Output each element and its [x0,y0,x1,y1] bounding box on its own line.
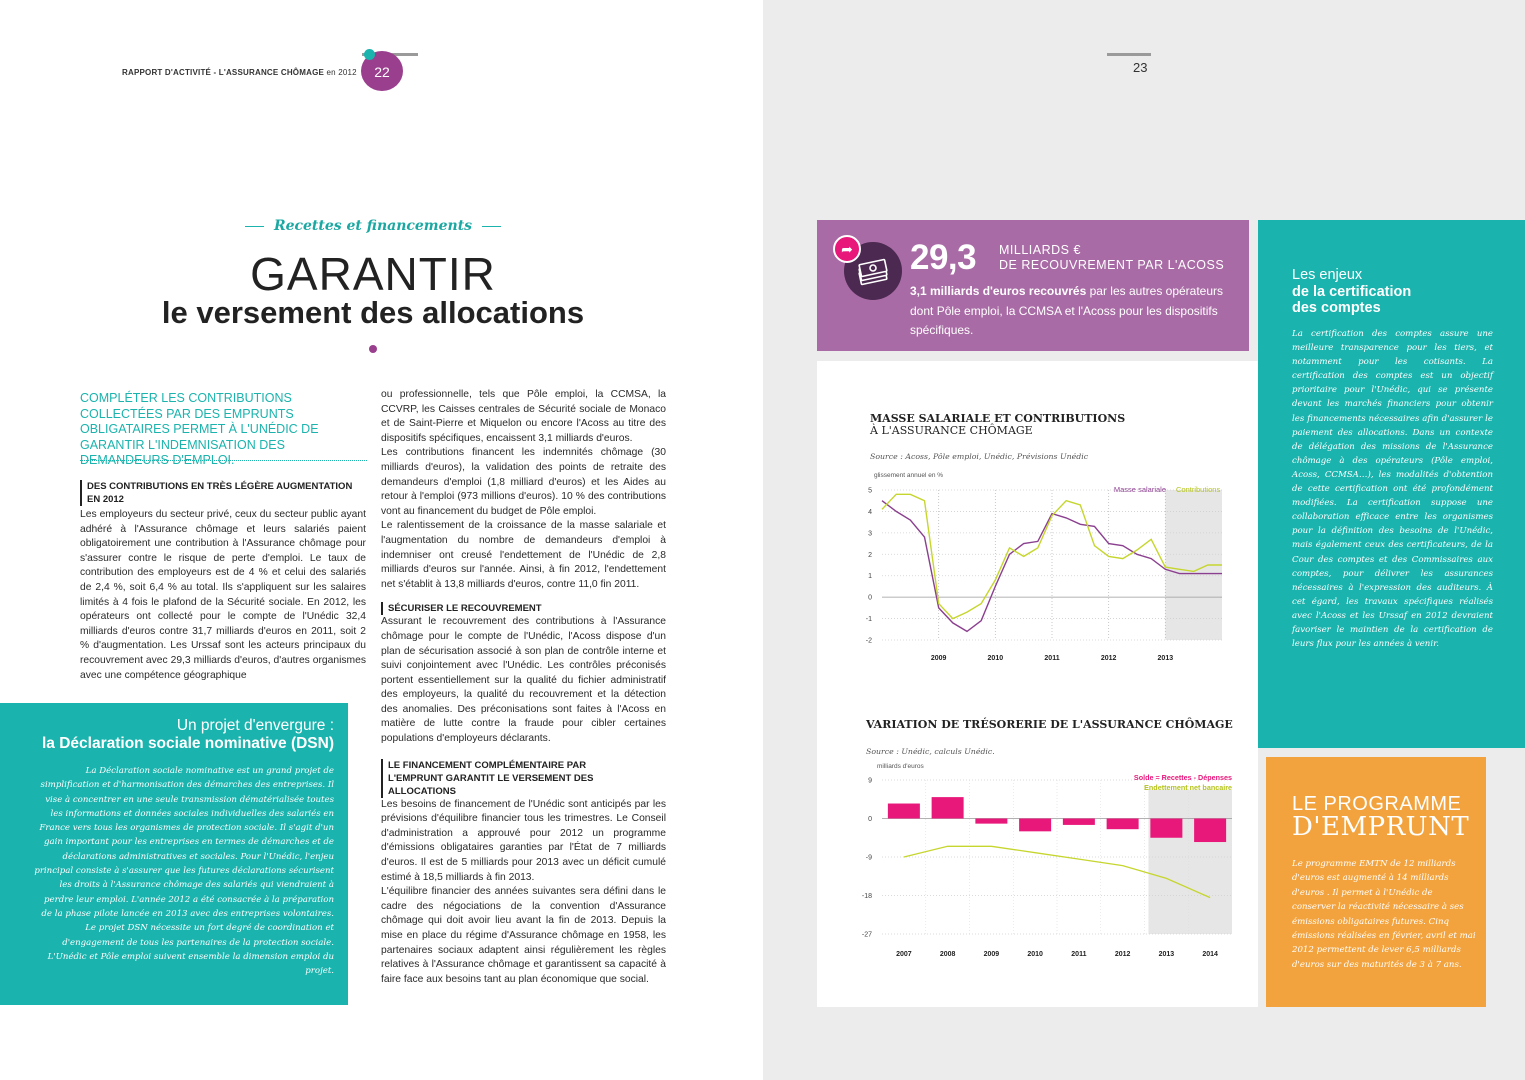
y-tick-label: 3 [868,530,872,538]
col2-p2: Les contributions financent les indemnités chômage (30 milliards d'euros), la validation des points de retraite des demandeurs d'emploi (1,8 milliard d'euros) et les Aides au retour à l'emploi (973 millions d'euros). 10 % des contributions vont au financement du budget de Pôle emploi. [381,447,666,517]
bar-2008 [932,797,964,818]
share-arrow-icon: ➦ [833,235,861,263]
bar-2012 [1107,819,1139,830]
y-tick-label: 2 [868,551,872,559]
intro-lead: COMPLÉTER LES CONTRIBUTIONS COLLECTÉES PAR DES EMPRUNTS OBLIGATAIRES PERMET À L'UNÉDIC DE GARANTIR L'INDEMNISATION DES DEMANDEURS D'EMPLOI. [80,391,319,467]
bar-2009 [975,819,1007,824]
chart1-title: MASSE SALARIALE ET CONTRIBUTIONS À L'ASSURANCE CHÔMAGE [870,412,1126,437]
x-tick-label: 2013 [1157,655,1174,662]
dsn-text: La Déclaration sociale nominative est un grand projet de simplification et d'harmonisation des démarches des entreprises. Il vise à concentrer en une seule transmission dématérialisée toutes les informations et données sociales individuelles des salariés en France vers tous les organismes de protection sociale. Il s'agit d'un gain important pour les entreprises en termes de démarches et de déclarations administratives et sociales. Pour l'Unédic, l'enjeu principal consiste à s'assurer que les futures déclarations sécurisent les droits à l'Assurance chômage des salariés qui viendraient à perdre leur emploi. L'année 2012 a été consacrée à la préparation de la phase pilote lancée en 2013 avec des entreprises volontaires. Le projet DSN nécessite un fort degré de coordination et d'engagement de tous les partenaires de la protection sociale. L'Unédic et Pôle emploi suivent ensemble la dimension emploi du projet. [34,766,334,977]
emprunt-box [1266,757,1486,1007]
col2-p6: L'équilibre financier des années suivantes sera défini dans le cadre des négociations de la convention d'Assurance chômage qui doit avoir lieu avant la fin de 2013. Depuis la mise en place du régime d'Assurance chômage en 1958, les partenaires sociaux adaptent ainsi régulièrement les règles relatives à l'Assurance chômage et garantissent sa capacité à faire face aux besoins tant au plan économique que social. [381,886,666,985]
certification-title: Les enjeux de la certification des comptes [1292,267,1412,316]
title-dot [369,345,377,353]
y-tick-label: 5 [868,487,872,495]
intro-divider [80,460,367,461]
y-tick-label: -1 [865,616,872,624]
x-tick-label: 2010 [987,655,1004,662]
chart2-ylabel: milliards d'euros [877,763,924,770]
col2-p3: Le ralentissement de la croissance de la masse salariale et l'augmentation du nombre de demandeurs d'emploi à indemniser ont creusé l'endettement de l'Unédic de 2,8 milliards d'euros sur l'année. Ainsi, à fin 2012, l'endettement net s'établit à 13,8 milliards d'euros, contre 11,0 fin 2011. [381,520,666,590]
x-tick-label: 2014 [1202,951,1218,958]
x-tick-label: 2013 [1158,951,1175,958]
col2-p5: Les besoins de financement de l'Unédic sont anticipés par les prévisions d'équilibre financier tous les trimestres. Le Conseil d'administration a approuvé pour 2012 un programme d'émissions obligataires garanties par l'État de 7 milliards d'euros. Il est de 5 milliards pour 2013 avec un déficit cumulé estimé à 18,5 milliards à fin 2013. [381,798,666,883]
y-tick-label: -27 [861,931,872,939]
y-tick-label: 1 [868,573,872,581]
x-tick-label: 2011 [1071,951,1087,958]
x-tick-label: 2011 [1044,655,1060,662]
page-number-left: 22 [361,51,403,91]
page-number-right: 23 [1133,60,1148,75]
kpi-label: MILLIARDS € DE RECOUVREMENT PAR L'ACOSS [999,243,1225,272]
header-rule-right [1107,53,1151,56]
legend-contributions: Contributions [1176,485,1221,494]
col2-p1: ou professionnelle, tels que Pôle emploi, la CCMSA, la CCVRP, les Caisses centrales de Sécurité sociale de Monaco et de Saint-Pierre et Miquelon ou encore l'Acoss au titre des dispositifs spécifiques, encaissent 3,1 milliards d'euros. [381,389,666,444]
emprunt-text: Le programme EMTN de 12 milliards d'euros est augmenté à 14 milliards d'euros . Il permet à l'Unédic de conserver la réactivité nécessaire à ses émissions obligataires futures. Cinq émissions réalisées en février, avril et mai 2012 permettent de lever 6,5 milliards d'euros sur des maturités de 3 à 7 ans. [1292,859,1476,970]
x-tick-label: 2012 [1114,951,1131,958]
y-tick-label: -2 [865,637,872,645]
legend-endettement: Endettement net bancaire [1144,783,1232,792]
emprunt-title-1: LE PROGRAMME [1292,793,1462,815]
chart2-bar-chart [860,768,1240,964]
col2-heading-financement: LE FINANCEMENT COMPLÉMENTAIRE PAR L'EMPRUNT GARANTIT LE VERSEMENT DES ALLOCATIONS [381,759,606,798]
kpi-description: 3,1 milliards d'euros recouvrés par les autres opérateurs dont Pôle emploi, la CCMSA et l'Acoss pour les dispositifs spécifiques. [910,284,1224,337]
forecast-area [1149,790,1233,934]
bar-2014 [1194,819,1226,843]
page-dot-accent [364,49,375,60]
legend-masse-salariale: Masse salariale [1113,485,1166,494]
page-subtitle: le versement des allocations [161,295,585,330]
chart1-ylabel: glissement annuel en % [874,472,944,479]
x-tick-label: 2010 [1027,951,1043,958]
y-tick-label: -9 [865,854,872,862]
x-tick-label: 2012 [1100,655,1117,662]
kpi-value: 29,3 [910,238,977,277]
column-1 [80,480,366,683]
chart2-title: VARIATION DE TRÉSORERIE DE L'ASSURANCE CHÔMAGE [866,718,1233,731]
y-tick-label: 0 [868,594,872,602]
y-tick-label: 4 [868,508,872,516]
col2-p4: Assurant le recouvrement des contributions à l'Assurance chômage pour le compte de l'Unédic, l'Acoss dispose d'un plan de sécurisation associé à son plan de contrôle interne et suivi conjointement avec l'Unédic. Les contrôles préconisés portent essentiellement sur la qualité du fichier administratif des employeurs, la qualité du recouvrement et la détection des anomalies. Des préconisations sont faites à l'Acoss en matière de lutte contre la fraude pour cibler certaines populations d'employeurs déclarants. [381,616,666,745]
bar-2007 [888,804,920,819]
bar-2010 [1019,819,1051,832]
emprunt-title-2: D'EMPRUNT [1292,812,1470,842]
x-tick-label: 2009 [930,655,947,662]
x-tick-label: 2009 [983,951,1000,958]
certification-box [1258,220,1525,748]
col1-heading: DES CONTRIBUTIONS EN TRÈS LÉGÈRE AUGMENTATION EN 2012 [80,480,366,506]
chart1-line-chart [860,478,1240,668]
chart2-source: Source : Unédic, calculs Unédic. [866,747,995,756]
x-tick-label: 2008 [939,951,956,958]
column-2 [381,388,666,987]
y-tick-label: 0 [868,816,872,823]
col1-text: Les employeurs du secteur privé, ceux du secteur public ayant adhéré à l'Assurance chômage et leurs salariés paient obligatoirement une contribution à l'Assurance chômage pour s'assurer contre le risque de perte d'emploi. Le taux de contribution des employeurs est de 4 % et celui des salariés de 2,4 %, soit 6,4 % au total. Ils s'appliquent sur les salaires limités à 4 fois le plafond de la Sécurité sociale. En 2012, les opérateurs ont collecté pour le compte de l'Unédic 32,4 milliards d'euros contre 31,7 milliards d'euros en 2011, soit 2 % d'augmentation. Les Urssaf sont les acteurs principaux du recouvrement avec 29,3 milliards d'euros, d'autres organismes avec une compétence géographique [80,509,366,681]
col2-heading-recouvrement: SÉCURISER LE RECOUVREMENT [381,602,666,615]
y-tick-label: -18 [861,893,872,900]
certification-text: La certification des comptes assure une meilleure transparence pour les tiers, et notamment pour les cotisants. La certification des comptes est un objectif prioritaire pour l'Unédic, qui se présente devant les marchés financiers pour obtenir les financements nécessaires afin d'assurer le paiement des allocations. Dans un contexte de délégation des missions de l'Assurance chômage à des opérateurs (Pôle emploi, Acoss, CCMSA…), les modalités d'obtention de cette certification ont été profondément modifiées. La certification suppose une collaboration efficace entre les organismes pour la définition des besoins de l'Unédic, mais également ceux des certificateurs, de la Cour des comptes et des Commissaires aux comptes, pour délivrer les assurances nécessaires à l'expression des auditeurs. À cet égard, les travaux spécifiques réalisés avec l'Acoss et les Urssaf en 2012 devraient favoriser le maintien de la certification de leurs flux pour les années à venir. [1292,329,1493,650]
chart1-source: Source : Acoss, Pôle emploi, Unédic, Prévisions Unédic [870,452,1089,461]
x-tick-label: 2007 [896,951,912,958]
running-title: RAPPORT D'ACTIVITÉ - L'ASSURANCE CHÔMAGE en 2012 [122,68,357,77]
legend-solde: Solde = Recettes - Dépenses [1133,773,1232,782]
page-title: GARANTIR [250,248,496,300]
dsn-box [0,703,348,1005]
dsn-title: Un projet d'envergure : la Déclaration sociale nominative (DSN) [41,717,334,752]
bar-2013 [1150,819,1182,838]
section-eyebrow: Recettes et financements [245,218,501,234]
bar-2011 [1063,819,1095,825]
y-tick-label: 9 [868,777,872,785]
